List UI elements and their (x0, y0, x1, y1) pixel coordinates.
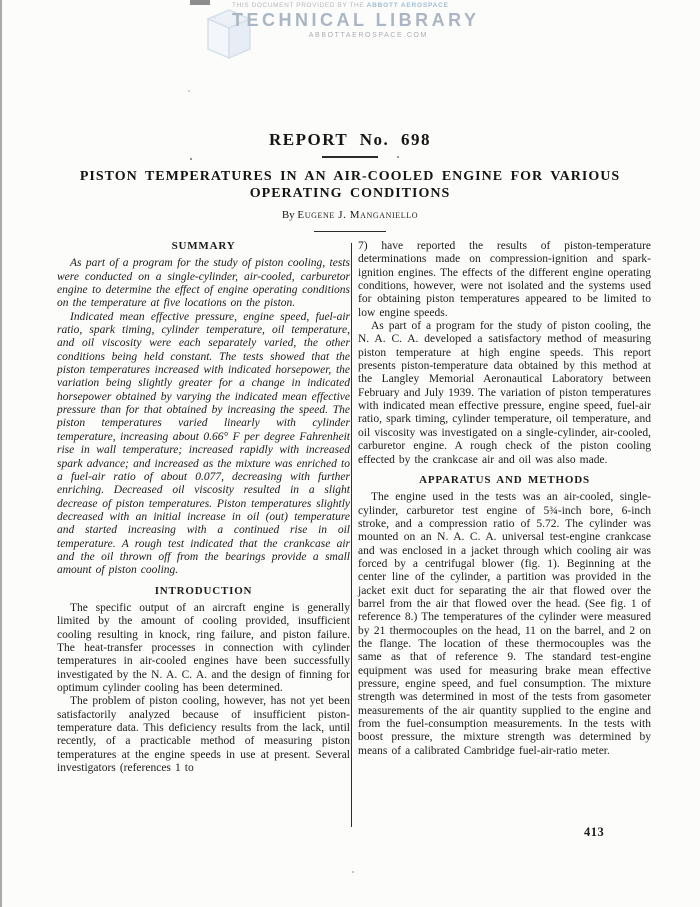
report-header (0, 130, 700, 232)
report-title: PISTON TEMPERATURES IN AN AIR-COOLED ENGINE FOR VARIOUS OPERATING CONDITIONS (79, 168, 621, 201)
introduction-paragraph-2: The problem of piston cooling, however, has not yet been satisfactorily analyzed because of insufficient piston-temperature data. This deficiency results from the lack, until recently, of a practicable method of measuring piston temperatures at the engine speeds in use at present. Several investigators (references 1 to (57, 695, 350, 775)
watermark-title: TECHNICAL LIBRARY (232, 10, 480, 30)
page-number: 413 (584, 825, 605, 839)
watermark-brand: ABBOTT AEROSPACE (366, 2, 449, 9)
continuation-paragraph: 7) have reported the results of piston-temperature determinations made on compression-ignition and spark-ignition engines. The effects of the different engine operating conditions, however, were not isolated and the systems used for obtaining piston temperatures appeared to be limited to low engine speeds. (358, 240, 651, 319)
divider-rule-short (322, 156, 378, 158)
watermark-provided-line (232, 2, 492, 9)
apparatus-paragraph: The engine used in the tests was an air-cooled, single-cylinder, carburetor test engine of 5¾-inch bore, 6-inch stroke, and a compression ratio of 5.72. The cylinder was mounted on an N. A. C. A. universal test-engine crankcase and was enclosed in a jacket through which cooling air was forced by a centrifugal blower (fig. 1). Beginning at the center line of the cylinder, a partition was provided in the jacket exit duct for separating the air that flowed over the barrel from the air that flowed over the head. (See fig. 1 of reference 8.) The temperatures of the cylinder were measured by 21 thermocouples on the head, 11 on the barrel, and 2 on the flange. The location of these thermocouples was the same as that of reference 9. The standard test-engine equipment was used for measuring brake mean effective pressure, engine speed, and fuel consumption. The mixture strength was determined in most of the tests from gasometer measurements of the air quantity supplied to the engine and from the fuel-consumption measurements. In the tests with boost pressure, the mixture strength was determined by means of a calibrated Cambridge fuel-air-ratio meter. (358, 491, 651, 757)
watermark-provided-text: THIS DOCUMENT PROVIDED BY THE (232, 2, 365, 9)
program-paragraph: As part of a program for the study of piston cooling, the N. A. C. A. developed a satisfactory method of measuring piston temperature at high engine speeds. This report presents piston-temperature data obtained by this method at the Langley Memorial Aeronautical Laboratory between February and July 1939. The variation of piston temperatures with indicated mean effective pressure, engine speed, fuel-air ratio, spark timing, cylinder temperature, oil temperature, and oil viscosity was investigated on a single-cylinder, air-cooled, carburetor engine. A rough check of the piston cooling effected by the crankcase air and oil was also made. (358, 320, 651, 466)
watermark (200, 2, 500, 62)
right-column (358, 240, 651, 758)
byline-prefix: By (281, 208, 298, 221)
author-name: Eugene J. Manganiello (297, 208, 419, 221)
scan-speck (352, 871, 354, 873)
byline (0, 209, 700, 221)
column-divider-rule (351, 243, 352, 827)
introduction-paragraph-1: The specific output of an aircraft engine is generally limited by the amount of cooling provided, insufficient cooling resulting in knock, ring failure, and piston failure. The heat-transfer processes in connection with cylinder temperatures in air-cooled engines have been successfully investigated by the N. A. C. A. and the design of finning for optimum cylinder cooling has been determined. (57, 601, 350, 694)
divider-rule-long (314, 231, 386, 232)
watermark-url: ABBOTTAEROSPACE.COM (308, 32, 428, 39)
report-number: REPORT No. 698 (269, 130, 431, 149)
heading-summary: SUMMARY (171, 240, 236, 252)
summary-paragraph-2: Indicated mean effective pressure, engine speed, fuel-air ratio, spark timing, cylinder temperature, oil temperature, and oil viscosity were each separately varied, the other conditions being held constant. The tests showed that the piston temperatures increased with indicated horsepower, the variation being slightly greater for a change in indicated horsepower obtained by varying the indicated mean effective pressure than for that obtained by increasing the speed. The piston temperatures varied linearly with cylinder temperature, increasing about 0.66° F per degree Fahrenheit rise in wall temperature; increased rapidly with increased spark advance; and increased as the mixture was enriched to a fuel-air ratio of about 0.077, decreasing with further enriching. Decreased oil viscosity resulted in a slight decrease of piston temperatures. Piston temperatures slightly decreased with an initial increase in oil (out) temperature and started increasing with a continued rise in oil temperature. A rough test indicated that the crankcase air and the oil thrown off from the bearings provide a small amount of piston cooling. (57, 310, 350, 577)
watermark-text (232, 2, 492, 39)
left-column (57, 240, 350, 775)
scan-speck (188, 90, 190, 92)
heading-introduction: INTRODUCTION (154, 584, 253, 597)
heading-apparatus-and-methods: APPARATUS AND METHODS (419, 473, 590, 486)
summary-paragraph-1: As part of a program for the study of piston cooling, tests were conducted on a single-cylinder, air-cooled, carburetor engine to determine the effect of engine operating conditions on the temperature at five locations on the piston. (57, 257, 350, 310)
